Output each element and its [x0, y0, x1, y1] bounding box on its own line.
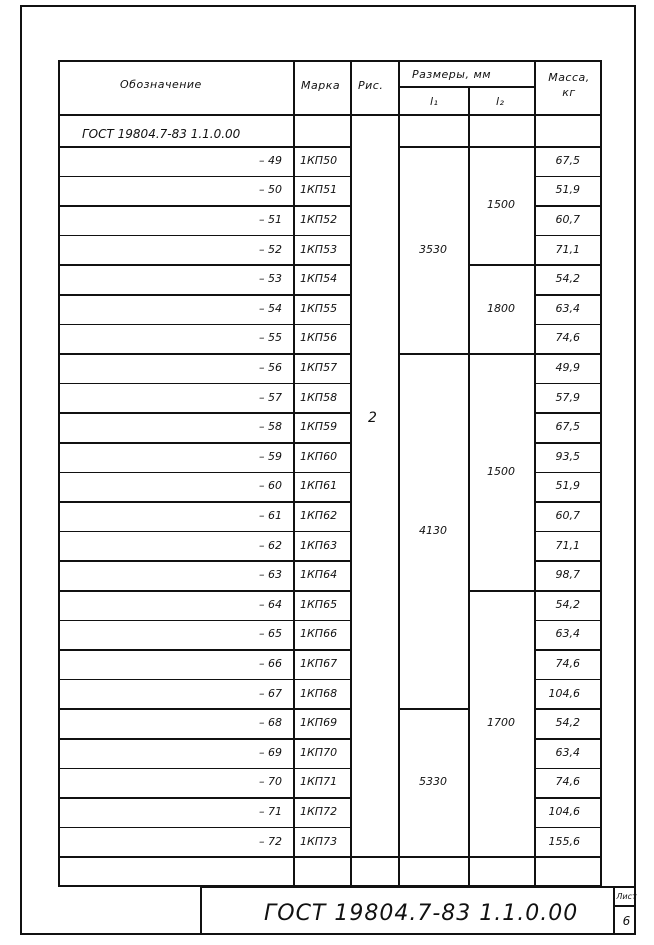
row-mass: 60,7: [555, 509, 580, 522]
l1-value: 5330: [419, 775, 447, 789]
row-mark: 1КП53: [300, 242, 338, 256]
row-line: [60, 738, 350, 740]
row-line: [60, 679, 350, 681]
row-line: [60, 560, 350, 562]
row-mark: 1КП70: [300, 745, 338, 759]
col-line: [398, 62, 400, 885]
row-line: [534, 176, 600, 178]
row-mass: 54,2: [555, 716, 580, 730]
row-line: [534, 383, 600, 385]
row-mark: 1КП65: [300, 597, 338, 611]
row-line: [534, 294, 600, 296]
row-mark: 1КП52: [300, 213, 338, 226]
row-mass: 74,6: [555, 775, 580, 789]
sheet-box: [613, 886, 636, 935]
row-line: [534, 472, 600, 474]
row-mark: 1КП68: [300, 686, 338, 700]
row-number: – 67: [259, 686, 282, 700]
row-mass: 74,6: [555, 657, 580, 670]
header-l2: l₂: [496, 95, 505, 108]
l2-line: [468, 264, 534, 266]
row-line: [60, 768, 350, 770]
header-figure: Рис.: [358, 79, 384, 92]
row-mark: 1КП69: [300, 716, 338, 730]
title-block: [200, 886, 613, 935]
row-line: [534, 797, 600, 799]
row-line: [534, 146, 600, 148]
row-mark: 1КП60: [300, 449, 338, 463]
row-line: [60, 620, 350, 622]
l1-line: [398, 353, 468, 355]
row-number: – 69: [259, 745, 282, 759]
row-line: [60, 294, 350, 296]
row-line: [398, 146, 534, 148]
row-line: [534, 235, 600, 237]
row-mark: 1КП61: [300, 479, 338, 493]
row-number: – 59: [259, 449, 282, 463]
row-mass: 104,6: [548, 686, 580, 700]
row-line: [534, 738, 600, 740]
row-line: [60, 235, 350, 237]
row-line: [60, 472, 350, 474]
row-mass: 54,2: [555, 597, 580, 611]
row-line: [60, 176, 350, 178]
row-line: [60, 649, 350, 651]
header-bottom-line: [60, 114, 600, 116]
row-number: – 52: [259, 242, 282, 256]
l2-value: 1700: [487, 716, 515, 730]
row-line: [534, 768, 600, 770]
row-line: [60, 797, 350, 799]
row-line: [60, 146, 350, 148]
row-line: [60, 827, 350, 829]
row-line: [534, 620, 600, 622]
l2-value: 1500: [487, 198, 515, 212]
col-line: [534, 62, 536, 885]
row-mark: 1КП66: [300, 627, 338, 641]
row-mass: 71,1: [555, 242, 580, 256]
row-line: [534, 442, 600, 444]
row-mass: 49,9: [555, 361, 580, 374]
row-number: – 51: [259, 213, 282, 226]
row-mark: 1КП50: [300, 153, 338, 167]
row-number: – 60: [259, 479, 282, 493]
row-mass: 63,4: [555, 627, 580, 641]
row-mark: 1КП67: [300, 657, 338, 670]
header-designation: Обозначение: [120, 78, 202, 91]
row-line: [60, 412, 350, 414]
row-line: [534, 501, 600, 503]
row-line: [60, 383, 350, 385]
row-mass: 93,5: [555, 449, 580, 463]
l2-line: [468, 353, 534, 355]
l2-value: 1800: [487, 301, 515, 315]
header-l1: l₁: [430, 95, 439, 108]
row-number: – 62: [259, 538, 282, 552]
row-number: – 55: [259, 331, 282, 345]
row-number: – 64: [259, 597, 282, 611]
row-mass: 155,6: [548, 834, 580, 848]
row-mass: 60,7: [555, 213, 580, 226]
header-dimensions: Размеры, мм: [412, 68, 492, 81]
sheet-number: 6: [622, 914, 631, 928]
row-line: [534, 264, 600, 266]
base-designation: ГОСТ 19804.7-83 1.1.0.00: [82, 127, 241, 141]
row-line: [534, 679, 600, 681]
row-line: [60, 324, 350, 326]
row-line: [60, 264, 350, 266]
specification-table: [58, 60, 602, 887]
row-number: – 72: [259, 834, 282, 848]
figure-value: 2: [368, 410, 377, 426]
row-number: – 53: [259, 272, 282, 286]
row-line: [534, 531, 600, 533]
row-number: – 58: [259, 420, 282, 434]
row-number: – 65: [259, 627, 282, 641]
row-number: – 61: [259, 509, 282, 522]
title-block-designation: ГОСТ 19804.7-83 1.1.0.00: [264, 901, 579, 926]
row-number: – 56: [259, 361, 282, 374]
sheet-separator: [615, 905, 636, 907]
l2-value: 1500: [487, 464, 515, 478]
row-line: [60, 590, 350, 592]
row-line: [60, 353, 350, 355]
row-number: – 71: [259, 805, 282, 818]
row-number: – 54: [259, 301, 282, 315]
row-mark: 1КП57: [300, 361, 338, 374]
col-line: [293, 62, 295, 885]
row-mark: 1КП64: [300, 568, 338, 582]
header-mass: Масса, кг: [548, 71, 590, 99]
row-line: [60, 708, 350, 710]
row-mark: 1КП63: [300, 538, 338, 552]
row-number: – 63: [259, 568, 282, 582]
l1-line: [398, 708, 468, 710]
row-line: [534, 412, 600, 414]
row-mark: 1КП55: [300, 301, 338, 315]
row-line: [534, 708, 600, 710]
row-number: – 49: [259, 153, 282, 167]
col-line: [350, 62, 352, 885]
row-line: [534, 827, 600, 829]
row-mark: 1КП71: [300, 775, 338, 789]
header-subline: [398, 86, 534, 88]
row-line: [60, 205, 350, 207]
row-number: – 68: [259, 716, 282, 730]
row-number: – 50: [259, 183, 282, 197]
row-mark: 1КП56: [300, 331, 338, 345]
row-mass: 74,6: [555, 331, 580, 345]
l2-line: [468, 590, 534, 592]
row-line: [534, 590, 600, 592]
row-number: – 57: [259, 390, 282, 404]
row-mark: 1КП72: [300, 805, 338, 818]
row-line: [534, 353, 600, 355]
row-mass: 67,5: [555, 153, 580, 167]
row-mass: 98,7: [555, 568, 580, 582]
row-line: [60, 501, 350, 503]
row-line: [534, 649, 600, 651]
row-line: [534, 324, 600, 326]
row-mark: 1КП58: [300, 390, 338, 404]
row-number: – 66: [259, 657, 282, 670]
row-line: [60, 531, 350, 533]
row-mass: 71,1: [555, 538, 580, 552]
row-mass: 57,9: [555, 390, 580, 404]
row-mark: 1КП54: [300, 272, 338, 286]
row-mass: 51,9: [555, 479, 580, 493]
row-mark: 1КП59: [300, 420, 338, 434]
sheet-label: Лист: [616, 892, 637, 901]
row-mass: 63,4: [555, 745, 580, 759]
l1-value: 4130: [419, 523, 447, 537]
row-line: [534, 205, 600, 207]
l1-value: 3530: [419, 242, 447, 256]
row-mark: 1КП62: [300, 509, 338, 522]
row-line: [60, 856, 600, 858]
row-mass: 54,2: [555, 272, 580, 286]
row-line: [534, 560, 600, 562]
row-mass: 67,5: [555, 420, 580, 434]
row-number: – 70: [259, 775, 282, 789]
row-mark: 1КП51: [300, 183, 338, 197]
row-mass: 51,9: [555, 183, 580, 197]
header-mark: Марка: [301, 79, 341, 92]
row-mass: 104,6: [548, 805, 580, 818]
row-line: [60, 442, 350, 444]
row-mark: 1КП73: [300, 834, 338, 848]
row-mass: 63,4: [555, 301, 580, 315]
